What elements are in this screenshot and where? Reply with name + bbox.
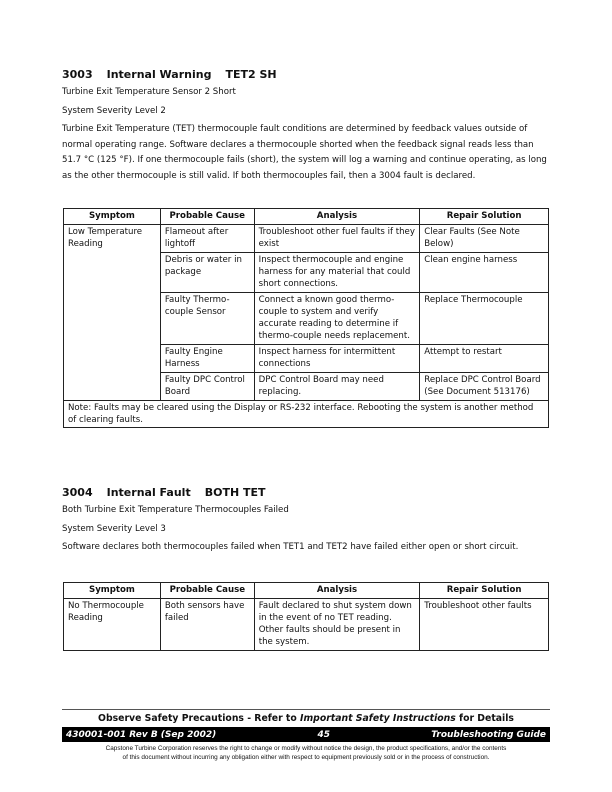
cause-cell: Faulty Engine Harness	[160, 345, 254, 373]
fault-description: Both Turbine Exit Temperature Thermocouples Failed	[62, 505, 289, 515]
repair-cell: Attempt to restart	[420, 345, 549, 373]
cause-cell: Faulty Thermo-couple Sensor	[160, 293, 254, 345]
analysis-cell: DPC Control Board may need replacing.	[254, 373, 420, 401]
footer-divider	[62, 709, 550, 710]
analysis-cell: Connect a known good thermo-couple to system and verify accurate reading to determine if thermo-couple needs replacement.	[254, 293, 420, 345]
cause-cell: Faulty DPC Control Board	[160, 373, 254, 401]
column-header: Repair Solution	[420, 209, 549, 225]
fault-type: Internal Fault	[106, 486, 191, 499]
cause-cell: Both sensors have failed	[160, 599, 254, 651]
footer-bar	[62, 727, 550, 742]
table-row	[64, 599, 549, 651]
safety-notice	[62, 713, 550, 724]
fault-description: Turbine Exit Temperature Sensor 2 Short	[62, 87, 236, 97]
troubleshooting-table-3004	[63, 582, 549, 651]
section-3003	[62, 68, 550, 184]
severity-level: System Severity Level 2	[62, 105, 166, 116]
cause-cell: Flameout after lightoff	[160, 225, 254, 253]
disclaimer-line: Capstone Turbine Corporation reserves the right to change or modify without notice the design, the product specifications, and/or the contents	[105, 745, 507, 752]
analysis-cell: Troubleshoot other fuel faults if they exist	[254, 225, 420, 253]
symptom-cell: No Thermocouple Reading	[64, 599, 161, 651]
table-header-row	[64, 583, 549, 599]
guide-title: Troubleshooting Guide	[431, 729, 546, 740]
repair-cell: Clean engine harness	[420, 253, 549, 293]
document-id: 430001-001 Rev B (Sep 2002)	[66, 729, 217, 740]
fault-short-name: TET2 SH	[225, 68, 277, 81]
repair-cell: Replace DPC Control Board (See Document 513176)	[420, 373, 549, 401]
repair-cell: Troubleshoot other faults	[420, 599, 549, 651]
column-header: Analysis	[254, 209, 420, 225]
column-header: Analysis	[254, 583, 420, 599]
fault-heading	[62, 486, 550, 499]
table-row	[64, 225, 549, 253]
fault-body: Software declares both thermocouples failed when TET1 and TET2 have failed either open or short circuit.	[62, 542, 519, 552]
column-header: Symptom	[64, 209, 161, 225]
severity-level: System Severity Level 3	[62, 523, 166, 534]
section-3004	[62, 486, 550, 556]
disclaimer	[62, 745, 550, 762]
disclaimer-line: of this document without incurring any obligation either with respect to equipment previously sold or in the process of construction.	[122, 753, 490, 761]
table-header-row	[64, 209, 549, 225]
analysis-cell: Inspect thermocouple and engine harness for any material that could short connections.	[254, 253, 420, 293]
column-header: Probable Cause	[160, 583, 254, 599]
column-header: Probable Cause	[160, 209, 254, 225]
fault-short-name: BOTH TET	[204, 486, 266, 499]
fault-code: 3003	[62, 68, 93, 81]
table-note-row	[64, 401, 549, 428]
troubleshooting-table-3003	[63, 208, 549, 428]
repair-cell: Replace Thermocouple	[420, 293, 549, 345]
cause-cell: Debris or water in package	[160, 253, 254, 293]
fault-type: Internal Warning	[106, 68, 212, 81]
page-number: 45	[317, 729, 331, 740]
fault-body: Turbine Exit Temperature (TET) thermocouple fault conditions are determined by feedback values outside of normal operating range. Software declares a thermocouple shorted when the feedback signal reads less than 51.7 °C (125 °F). If one thermocouple fails (short), the system will log a warning and continue operating, as long as the other thermocouple is still valid. If both thermocouples fail, then a 3004 fault is declared.	[62, 124, 547, 181]
column-header: Symptom	[64, 583, 161, 599]
repair-cell: Clear Faults (See Note Below)	[420, 225, 549, 253]
analysis-cell: Inspect harness for intermittent connections	[254, 345, 420, 373]
safety-link-text: Important Safety Instructions	[300, 713, 456, 724]
fault-heading	[62, 68, 550, 81]
fault-code: 3004	[62, 486, 93, 499]
safety-prefix: Observe Safety Precautions - Refer to	[98, 713, 301, 724]
analysis-cell: Fault declared to shut system down in the event of no TET reading. Other faults should be present in the system.	[254, 599, 420, 651]
column-header: Repair Solution	[420, 583, 549, 599]
table-note: Note: Faults may be cleared using the Display or RS-232 interface. Rebooting the system is another method of clearing faults.	[64, 401, 549, 428]
symptom-cell: Low Temperature Reading	[64, 225, 161, 401]
safety-suffix: for Details	[455, 713, 514, 724]
